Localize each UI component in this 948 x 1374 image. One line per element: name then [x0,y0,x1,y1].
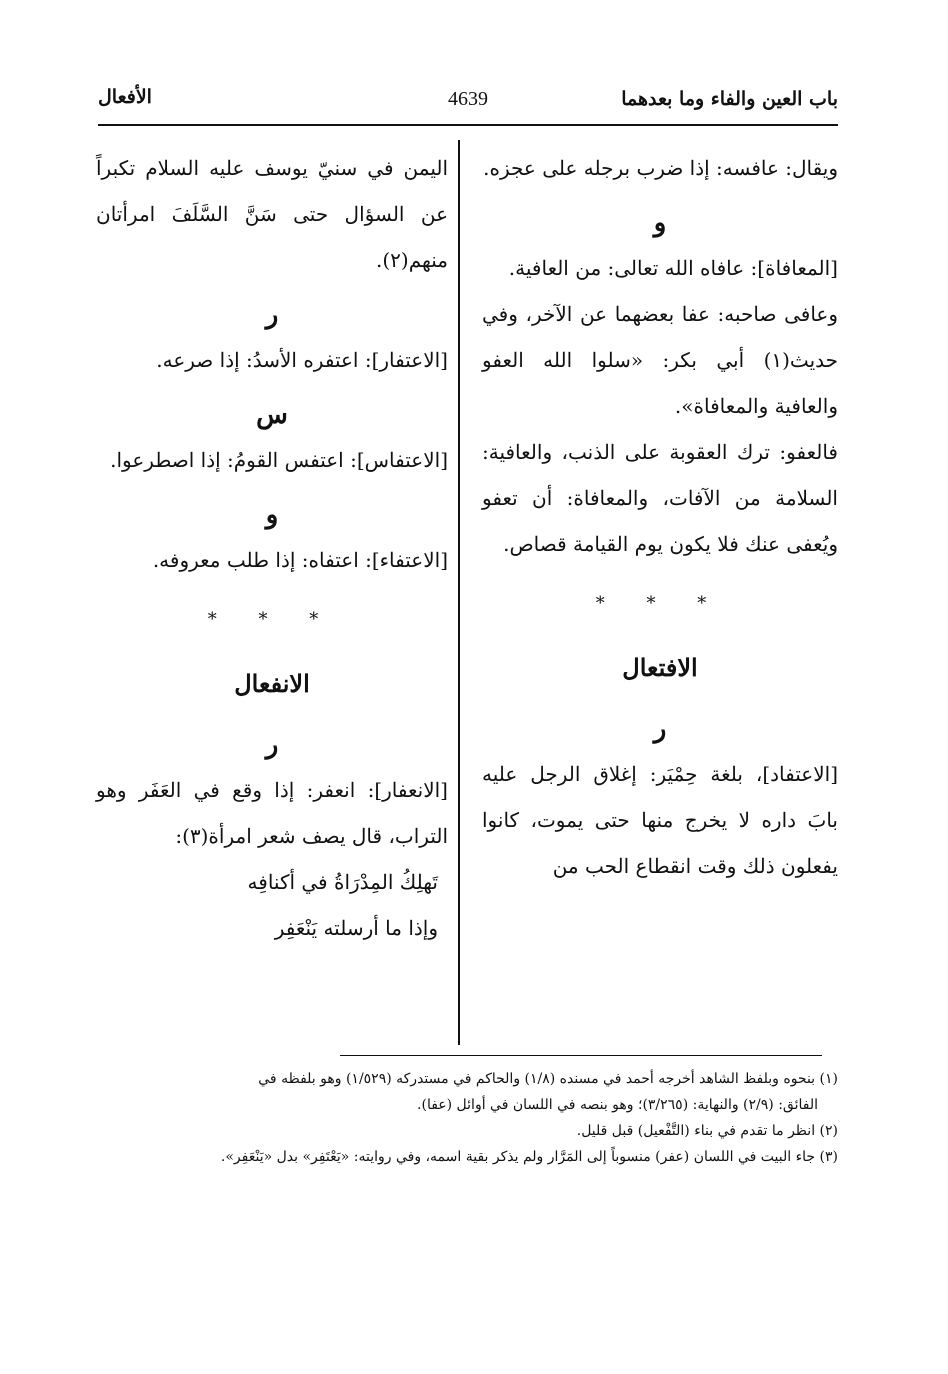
separator-stars: * * * [207,609,337,630]
verse-line: وإذا ما أرسلته يَنْعَفِر [274,916,438,940]
footnote: (٢) انظر ما تقدم في بناء (التَّفْعيل) قبل قليل. [576,1123,838,1139]
paragraph: فالعفو: ترك العقوبة على الذنب، والعافية: السلامة من الآفات، والمعافاة: أن تعفو ويُعفى عنك فلا يكون يوم القيامة قصاص. [482,440,838,556]
paragraph: وعافى صاحبه: عفا بعضهما عن الآخر، وفي حديث(١) أبي بكر: «سلوا الله العفو والعافية والمعافاة». [482,302,838,418]
section-running-title: الأفعال [98,86,152,108]
paragraph: [الاعتفاء]: اعتفاه: إذا طلب معروفه. [152,548,448,572]
paragraph: [الانعفار]: انعفر: إذا وقع في العَفَر وهو التراب، قال يصف شعر امرأة(٣): [96,778,448,848]
column-divider [458,140,460,1045]
paragraph: [المعافاة]: عافاه الله تعالى: من العافية. [508,256,838,280]
header-rule [98,124,838,126]
root-letter: ر [653,714,667,744]
page-number: 4639 [448,88,488,110]
root-letter: و [653,208,667,238]
left-column [96,145,448,951]
footnotes [98,1066,838,1170]
root-letter: ر [265,300,279,330]
footnote: (٣) جاء البيت في اللسان (عفر) منسوباً إلى المَرَّار ولم يذكر بقية اسمه، وفي روايته: «يَعْتَفِر» بدل «يَنْعَفِر». [220,1149,838,1165]
root-letter: ر [265,730,279,760]
right-column [482,145,838,889]
paragraph: ويقال: عافسه: إذا ضرب برجله على عجزه. [483,156,838,180]
verse-line: تَهلِكُ المِدْرَاةُ في أكنافِه [247,870,438,894]
footnote: الفائق: (٢/٩) والنهاية: (٣/٢٦٥)؛ وهو بنصه في اللسان في أوائل (عفا). [417,1097,818,1113]
paragraph: [الاعتفاس]: اعتفس القومُ: إذا اصطرعوا. [110,448,448,472]
footnote-rule [340,1055,822,1056]
paragraph: اليمن في سنيّ يوسف عليه السلام تكبراً عن السؤال حتى سَنَّ السَّلَفَ امرأتان منهم(٢). [96,156,448,272]
paragraph: [الاعتفاد]، بلغة حِمْيَر: إغلاق الرجل عليه بابَ داره لا يخرج منها حتى يموت، كانوا يفعلون ذلك وقت انقطاع الحب من [482,762,838,878]
separator-stars: * * * [595,593,725,614]
footnote: (١) بنحوه وبلفظ الشاهد أخرجه أحمد في مسنده (١/٨) والحاكم في مستدركه (١/٥٢٩) وهو بلفظه في [258,1071,838,1087]
chapter-title: باب العين والفاء وما بعدهما [621,88,838,110]
page-header [98,84,838,120]
section-heading: الانفعال [234,669,310,698]
section-heading: الافتعال [622,653,698,682]
root-letter: س [256,400,288,430]
paragraph: [الاعتفار]: اعتفره الأسدُ: إذا صرعه. [156,348,448,372]
root-letter: و [265,500,279,530]
